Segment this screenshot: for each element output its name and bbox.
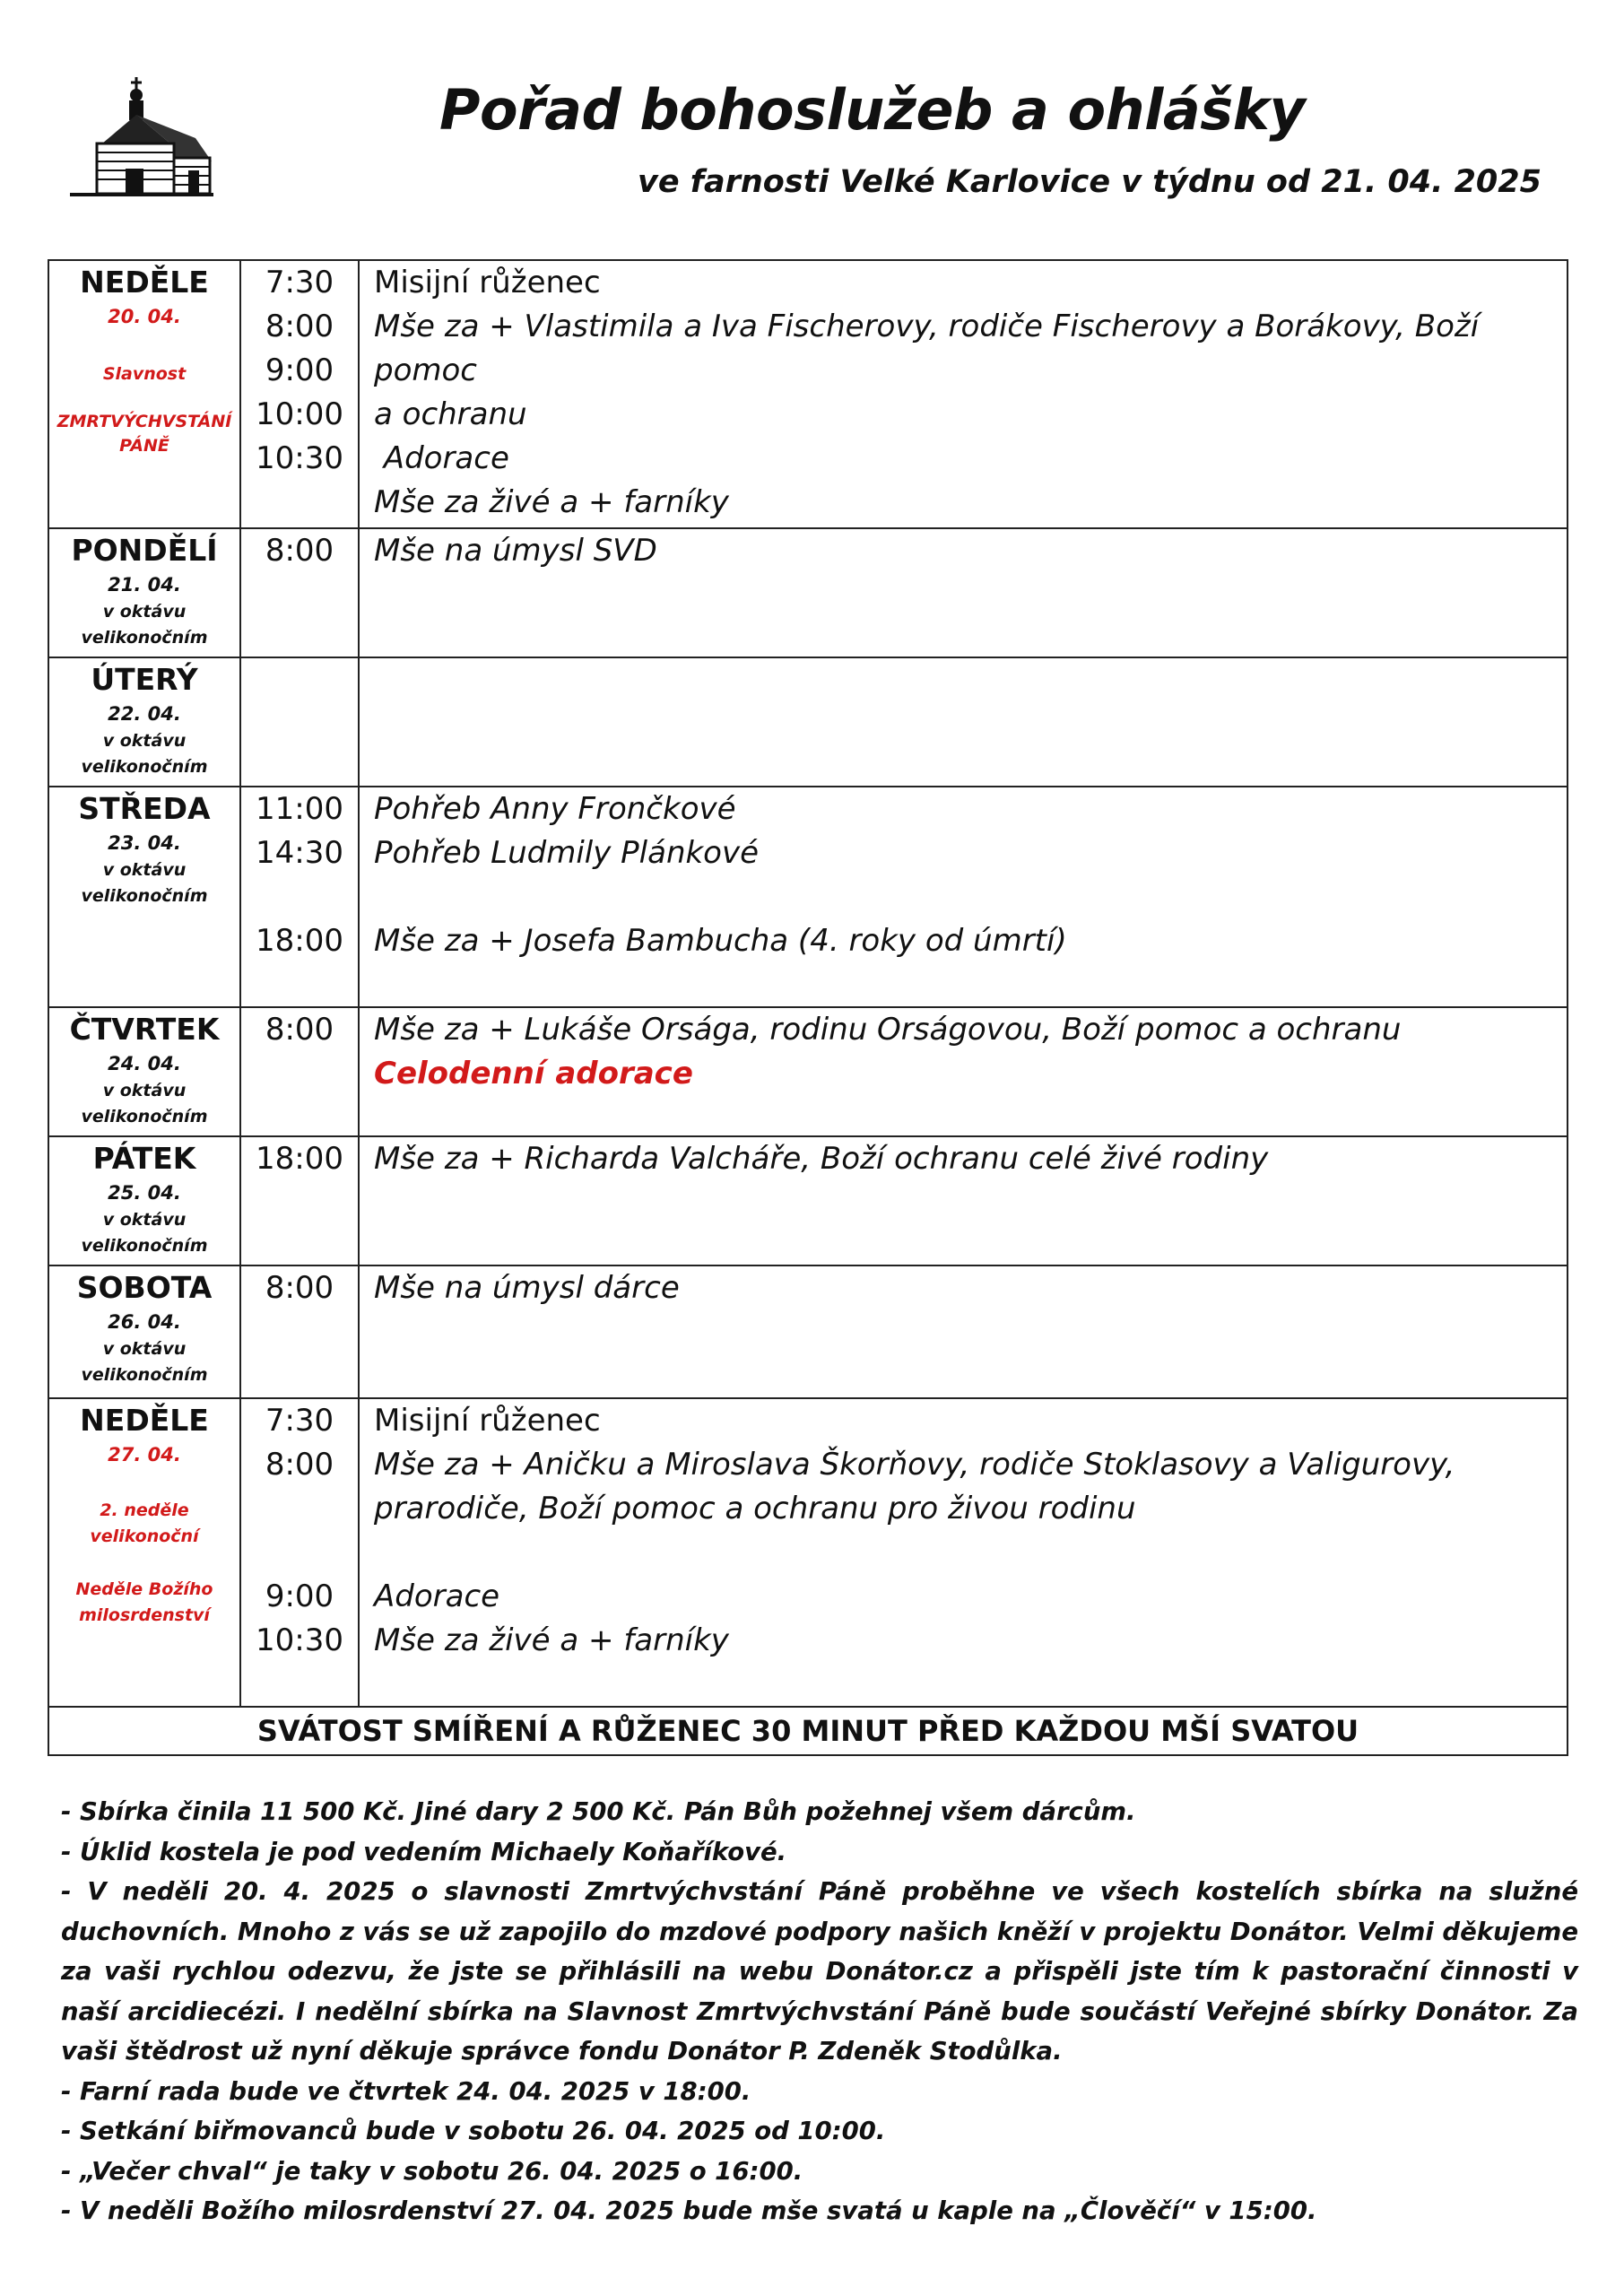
time-cell <box>240 787 359 1007</box>
event-cell <box>359 657 1568 787</box>
announcement-item: - Setkání biřmovanců bude v sobotu 26. 04. 2025 od 10:00. <box>61 2117 886 2145</box>
event-text: Misijní růženec <box>374 1403 601 1439</box>
time-value: 14:30 <box>256 835 343 871</box>
event-text: Mše za + Lukáše Orsága, rodinu Orságovou, Boží pomoc a ochranu <box>374 1012 1402 1048</box>
event-text: Mše na úmysl SVD <box>374 533 657 569</box>
day-cell <box>48 787 240 1007</box>
day-cell <box>48 1398 240 1707</box>
table-row <box>48 1136 1568 1265</box>
day-name: STŘEDA <box>78 791 211 826</box>
table-row <box>48 528 1568 657</box>
day-note: v oktávu <box>102 602 187 622</box>
event-text: Adorace <box>374 1578 500 1614</box>
day-date: 22. 04. <box>108 703 181 725</box>
day-note: v oktávu <box>102 731 187 751</box>
event-text: Misijní růženec <box>374 265 601 300</box>
day-date: 23. 04. <box>108 832 181 854</box>
day-note: velikonočním <box>81 628 208 648</box>
time-value: 10:30 <box>256 440 343 476</box>
day-cell <box>48 1265 240 1398</box>
event-cell <box>359 1136 1568 1265</box>
time-cell <box>240 1136 359 1265</box>
announcement-item: - V neděli Božího milosrdenství 27. 04. 2025 bude mše svatá u kaple na „Člověčí“ v 15:00. <box>61 2196 1317 2225</box>
event-text: Mše na úmysl dárce <box>374 1270 680 1306</box>
event-text: Pohřeb Ludmily Plánkové <box>374 835 760 871</box>
time-value: 8:00 <box>265 1012 334 1048</box>
day-note: velikonočním <box>81 886 208 906</box>
time-value: 7:30 <box>265 1403 334 1439</box>
time-value: 8:00 <box>265 1447 334 1483</box>
event-text: Pohřeb Anny Frončkové <box>374 791 736 827</box>
time-cell <box>240 260 359 528</box>
day-cell <box>48 528 240 657</box>
day-note: velikonočním <box>81 757 208 777</box>
day-note: v oktávu <box>102 1339 187 1359</box>
church-drawing-icon <box>70 75 213 201</box>
time-cell <box>240 1265 359 1398</box>
day-note: Neděle Božího <box>75 1579 213 1599</box>
day-name: NEDĚLE <box>80 265 209 300</box>
time-cell <box>240 528 359 657</box>
time-value: 8:00 <box>265 309 334 344</box>
table-row <box>48 657 1568 787</box>
day-note: velikonočním <box>81 1236 208 1256</box>
event-cell <box>359 1398 1568 1707</box>
time-cell <box>240 1007 359 1136</box>
event-text: Mše za živé a + farníky <box>374 484 729 520</box>
day-name: PONDĚLÍ <box>71 533 218 568</box>
confession-note: SVÁTOST SMÍŘENÍ A RŮŽENEC 30 MINUT PŘED KAŽDOU MŠÍ SVATOU <box>48 1707 1568 1755</box>
announcement-item: - Farní rada bude ve čtvrtek 24. 04. 2025 v 18:00. <box>61 2076 751 2106</box>
table-row <box>48 787 1568 1007</box>
event-highlight: Celodenní adorace <box>374 1056 693 1091</box>
time-value: 11:00 <box>256 791 343 827</box>
event-text: Mše za + Aničku a Miroslava Škorňovy, rodiče Stoklasovy a Valigurovy, <box>374 1447 1455 1483</box>
day-note: 2. neděle <box>100 1500 189 1520</box>
announcement-item: - Úklid kostela je pod vedením Michaely Koňaříkové. <box>61 1837 787 1866</box>
time-value: 10:30 <box>256 1622 343 1658</box>
event-text: prarodiče, Boží pomoc a ochranu pro živou rodinu <box>374 1491 1136 1526</box>
table-row <box>48 1707 1568 1755</box>
day-date: 27. 04. <box>108 1444 181 1465</box>
day-name: SOBOTA <box>76 1270 213 1305</box>
event-cell <box>359 1007 1568 1136</box>
day-note: ZMRTVÝCHVSTÁNÍ <box>56 412 232 431</box>
time-value: 8:00 <box>265 1270 334 1306</box>
time-value: 9:00 <box>265 1578 334 1614</box>
time-value: 18:00 <box>256 1141 343 1177</box>
event-cell <box>359 528 1568 657</box>
day-note: velikonočním <box>81 1365 208 1385</box>
page-title: Pořad bohoslužeb a ohlášky <box>439 77 1306 143</box>
day-note: v oktávu <box>102 1210 187 1230</box>
event-text: Mše za + Josefa Bambucha (4. roky od úmrtí) <box>374 923 1067 959</box>
table-row <box>48 1398 1568 1707</box>
day-note: Slavnost <box>102 364 187 384</box>
table-row <box>48 1007 1568 1136</box>
day-note: v oktávu <box>102 1081 187 1100</box>
day-name: PÁTEK <box>92 1141 196 1176</box>
day-date: 20. 04. <box>108 306 181 327</box>
event-cell <box>359 260 1568 528</box>
day-cell <box>48 657 240 787</box>
event-cell <box>359 1265 1568 1398</box>
announcement-item: - V neděli 20. 4. 2025 o slavnosti Zmrtvýchvstání Páně proběhne ve všech kostelích sbírka na služné duchovních. Mnoho z vás se už zapojilo do mzdové podpory našich kněží v projektu Donátor. Velmi děkujeme za vaši rychlou odezvu, že jste se přihlásili na webu Donátor.cz a přispěli jste tím k pastorační činnosti v naší arcidiecézi. I nedělní sbírka na Slavnost Zmrtvýchvstání Páně bude součástí Veřejné sbírky Donátor. Za vaši štědrost už nyní děkuje správce fondu Donátor P. Zdeněk Stodůlka. <box>61 1877 1578 2066</box>
day-cell <box>48 1136 240 1265</box>
announcement-item: - Sbírka činila 11 500 Kč. Jiné dary 2 500 Kč. Pán Bůh požehnej všem dárcům. <box>61 1797 1136 1826</box>
day-name: NEDĚLE <box>80 1403 209 1438</box>
event-cell <box>359 787 1568 1007</box>
time-value: 9:00 <box>265 352 334 388</box>
schedule-table <box>48 259 1568 1756</box>
time-cell <box>240 1398 359 1707</box>
event-text: Adorace <box>374 440 509 476</box>
time-value: 10:00 <box>256 396 343 432</box>
day-date: 25. 04. <box>108 1182 181 1204</box>
day-note: milosrdenství <box>79 1605 210 1625</box>
event-text: a ochranu <box>374 396 527 432</box>
time-value: 7:30 <box>265 265 334 300</box>
day-note: velikonoční <box>90 1526 199 1546</box>
table-row <box>48 1265 1568 1398</box>
table-row <box>48 260 1568 528</box>
event-text: Mše za + Richarda Valcháře, Boží ochranu celé živé rodiny <box>374 1141 1269 1177</box>
event-text: Mše za živé a + farníky <box>374 1622 729 1658</box>
event-text: Mše za + Vlastimila a Iva Fischerovy, rodiče Fischerovy a Borákovy, Boží pomoc <box>374 309 1480 388</box>
time-cell <box>240 657 359 787</box>
time-value: 8:00 <box>265 533 334 569</box>
day-cell <box>48 1007 240 1136</box>
day-date: 21. 04. <box>108 574 181 596</box>
day-date: 24. 04. <box>108 1053 181 1074</box>
day-date: 26. 04. <box>108 1311 181 1333</box>
day-note: PÁNĚ <box>119 436 169 456</box>
announcement-item: - „Večer chval“ je taky v sobotu 26. 04. 2025 o 16:00. <box>61 2156 803 2186</box>
announcements <box>61 1792 1578 2231</box>
page-subtitle: ve farnosti Velké Karlovice v týdnu od 21. 04. 2025 <box>638 164 1541 200</box>
day-cell <box>48 260 240 528</box>
day-note: velikonočním <box>81 1107 208 1126</box>
day-name: ČTVRTEK <box>69 1012 220 1047</box>
time-value: 18:00 <box>256 923 343 959</box>
day-note: v oktávu <box>102 860 187 880</box>
day-name: ÚTERÝ <box>91 662 198 697</box>
